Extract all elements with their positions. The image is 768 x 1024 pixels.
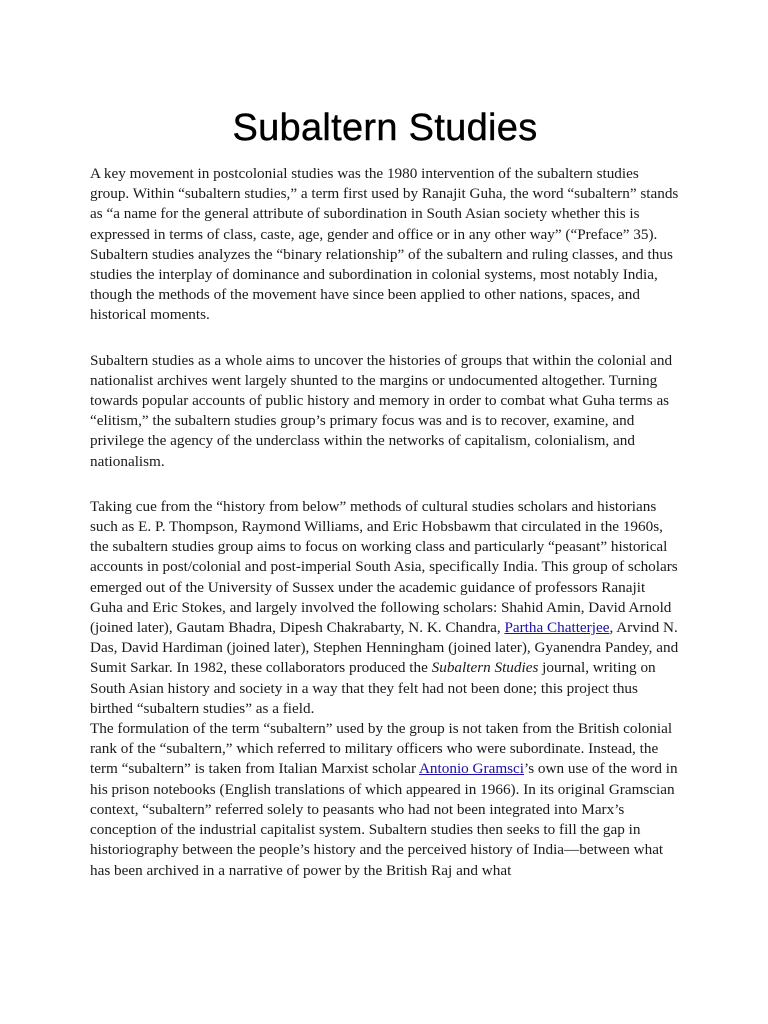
paragraph-text: , Arvind N. Das, David Hardiman (joined later), Stephen Henningham (joined later), Gyanendra Pandey, and Sumit Sarkar. In 1982, these collaborators produced the xyxy=(90,619,679,677)
link-antonio-gramsci[interactable]: Antonio Gramsci xyxy=(418,760,524,778)
paragraph-aims: Subaltern studies as a whole aims to uncover the histories of groups that within the colonial and nationalist archives went largely shunted to the margins or undocumented altogether. Turning towards popular accounts of public history and memory in order to combat what Guha terms as “elitism,” the subaltern studies group’s primary focus was and is to recover, examine, and privilege the agency of the underclass within the networks of capitalism, colonialism, and nationalism. xyxy=(90,351,673,470)
journal-title-italic: Subaltern Studies xyxy=(431,659,539,677)
paragraph-history xyxy=(90,497,680,881)
paragraph-text: Taking cue from the “history from below” methods of cultural studies scholars and historians such as E. P. Thompson, Raymond Williams, and Eric Hobsbawm that circulated in the 1960s, the subaltern studies group aims to focus on working class and particularly “peasant” historical accounts in post/colonial and post-imperial South Asia, specifically India. This group of scholars emerged out of the University of Sussex under the academic guidance of professors Ranajit Guha and Eric Stokes, and largely involved the following scholars: Shahid Amin, David Arnold (joined later), Gautam Bhadra, Dipesh Chakrabarty, N. K. Chandra, xyxy=(90,497,678,637)
page-title: Subaltern Studies xyxy=(232,107,538,149)
link-partha-chatterjee[interactable]: Partha Chatterjee xyxy=(504,619,610,637)
paragraph-text: The formulation of the term “subaltern” used by the group is not taken from the British colonial rank of the “subaltern,” which referred to military officers who were subordinate. Instead, the term “subaltern” is taken from Italian Marxist scholar xyxy=(90,720,673,778)
document-body xyxy=(90,0,680,1024)
paragraph-text: journal, writing on South Asian history and society in a way that they felt had not been done; this project thus birthed “subaltern studies” as a field. xyxy=(90,659,656,717)
paragraph-intro: A key movement in postcolonial studies was the 1980 intervention of the subaltern studies group. Within “subaltern studies,” a term first used by Ranajit Guha, the word “subaltern” stands as “a name for the general attribute of subordination in South Asian society whether this is expressed in terms of class, caste, age, gender and office or in any other way” (“Preface” 35). Subaltern studies analyzes the “binary relationship” of the subaltern and ruling classes, and thus studies the interplay of dominance and subordination in colonial systems, most notably India, though the methods of the movement have since been applied to other nations, spaces, and historical moments. xyxy=(90,165,679,324)
paragraph-text: ’s own use of the word in his prison notebooks (English translations of which appeared in 1966). In its original Gramscian context, “subaltern” referred solely to peasants who had not been integrated into Marx’s conception of the industrial capitalist system. Subaltern studies then seeks to fill the gap in historiography between the people’s history and the perceived history of India—between what has been archived in a narrative of power by the British Raj and what xyxy=(90,760,678,879)
